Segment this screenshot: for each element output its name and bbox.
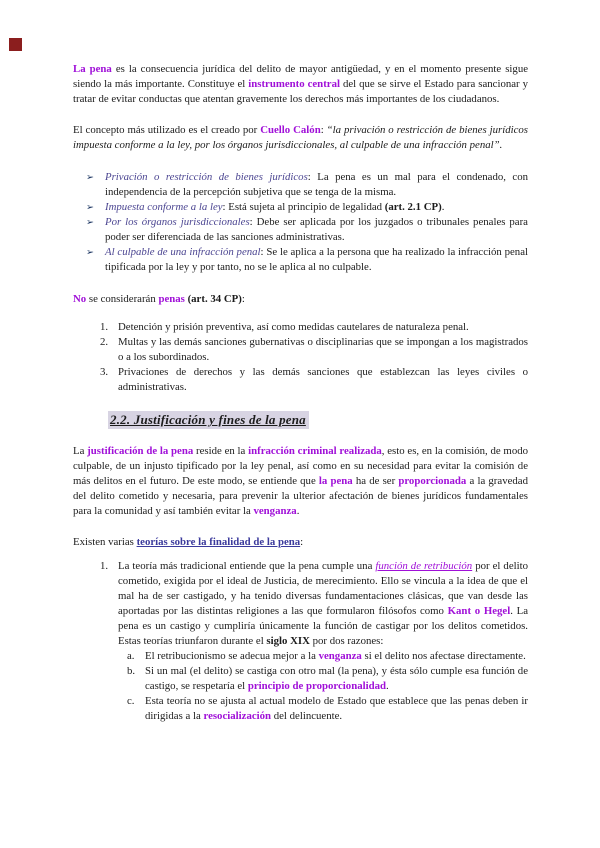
line-not-considered-penas: No se considerarán penas (art. 34 CP):: [73, 293, 245, 305]
bullet-item: [86, 170, 528, 200]
theory-subitem-b: [127, 664, 528, 694]
list-marker: a.: [127, 650, 135, 662]
concept-bullet-list: [73, 170, 528, 275]
list-marker: 3.: [100, 366, 109, 378]
list-text: Multas y las demás sanciones gubernativas o disciplinarias que se impongan a los magistrados o a los subordinados.: [118, 336, 528, 363]
list-text: Si un mal (el delito) se castiga con otro mal (la pena), y ésta sólo cumple esa función de castigo, se respetaría el principio de proporcionalidad.: [145, 665, 528, 692]
bullet-item: [86, 200, 528, 215]
red-square-mark: [9, 38, 22, 51]
list-marker: b.: [127, 665, 136, 677]
arrow-bullet-icon: ➢: [86, 247, 94, 258]
list-item: [100, 559, 528, 649]
bullet-text: Impuesta conforme a la ley: Está sujeta al principio de legalidad (art. 2.1 CP).: [105, 201, 445, 213]
list-text: Privaciones de derechos y las demás sanciones que establezcan las leyes civiles o administrativas.: [118, 366, 528, 393]
list-marker: 1.: [100, 560, 109, 572]
theory-subitem-a: [127, 649, 528, 664]
bullet-text: Privación o restricción de bienes jurídicos: La pena es un mal para el condenado, con independencia de la percepción subjetiva que se tenga de la misma.: [105, 171, 529, 198]
exclusions-list: [73, 320, 528, 395]
arrow-bullet-icon: ➢: [86, 172, 94, 183]
list-marker: 2.: [100, 336, 109, 348]
paragraph-justification: La justificación de la pena reside en la infracción criminal realizada, esto es, en la comisión, de modo culpable, de un injusto tipificado por la ley penal, así como en su necesidad para evitar la comisión de más delitos en el futuro. De este modo, se entiende que la pena ha de ser proporcionada a la gravedad del delito cometido y necesaria, para prevenir la ulterior afectación de bienes jurídicos fundamentales para la comunidad y así también evitar la venganza.: [73, 445, 529, 517]
theory-subitem-c: [127, 694, 528, 724]
list-item: [100, 320, 528, 335]
arrow-bullet-icon: ➢: [86, 202, 94, 213]
list-item: [100, 365, 528, 395]
bullet-item: [86, 215, 528, 245]
arrow-bullet-icon: ➢: [86, 217, 94, 228]
document-content: [73, 62, 528, 724]
list-text: La teoría más tradicional entiende que la pena cumple una función de retribución por el delito cometido, exigida por el ideal de Justicia, de merecimiento. Ello se vincula a la idea de que el mal ha de ser castigado, y ha tenido diversas fundamentaciones clásicas, que van desde las aportadas por las distintas religiones a las que formularon filósofos como Kant o Hegel. La pena es un castigo y cumpliría únicamente la función de castigar por los delitos cometidos. Estas teorías triunfaron durante el siglo XIX por dos razones:: [118, 560, 529, 647]
list-text: Detención y prisión preventiva, así como medidas cautelares de naturaleza penal.: [118, 321, 469, 333]
list-marker: c.: [127, 695, 135, 707]
bullet-item: [86, 245, 528, 275]
list-item: [100, 335, 528, 365]
theory-item-1: [73, 559, 528, 724]
paragraph-intro: La pena es la consecuencia jurídica del delito de mayor antigüedad, y en el momento presente sigue siendo la más importante. Constituye el instrumento central del que se sirve el Estado para sancionar y tratar de evitar conductas que atentan gravemente los derechos más importantes de los ciudadanos.: [73, 63, 529, 105]
line-theories-intro: Existen varias teorías sobre la finalidad de la pena:: [73, 536, 304, 548]
list-text: Esta teoría no se ajusta al actual modelo de Estado que establece que las penas deben ir dirigidas a la resocialización del delincuente.: [145, 695, 528, 722]
paragraph-concept-definition: El concepto más utilizado es el creado por Cuello Calón: “la privación o restricción de bienes jurídicos impuesta conforme a la ley, por los órganos jurisdiccionales, al culpable de una infracción penal”.: [73, 124, 528, 151]
section-heading-wrap: [108, 411, 528, 429]
section-heading: 2.2. Justificación y fines de la pena: [108, 411, 309, 429]
bullet-text: Por los órganos jurisdiccionales: Debe ser aplicada por los juzgados o tribunales penales para poder ser diferenciada de las sanciones administrativas.: [105, 216, 528, 243]
list-text: El retribucionismo se adecua mejor a la venganza si el delito nos afectase directamente.: [145, 650, 526, 662]
list-marker: 1.: [100, 321, 109, 333]
bullet-text: Al culpable de una infracción penal: Se le aplica a la persona que ha realizado la infracción penal tipificada por la ley y por tanto, no se le aplica al no culpable.: [105, 246, 528, 273]
